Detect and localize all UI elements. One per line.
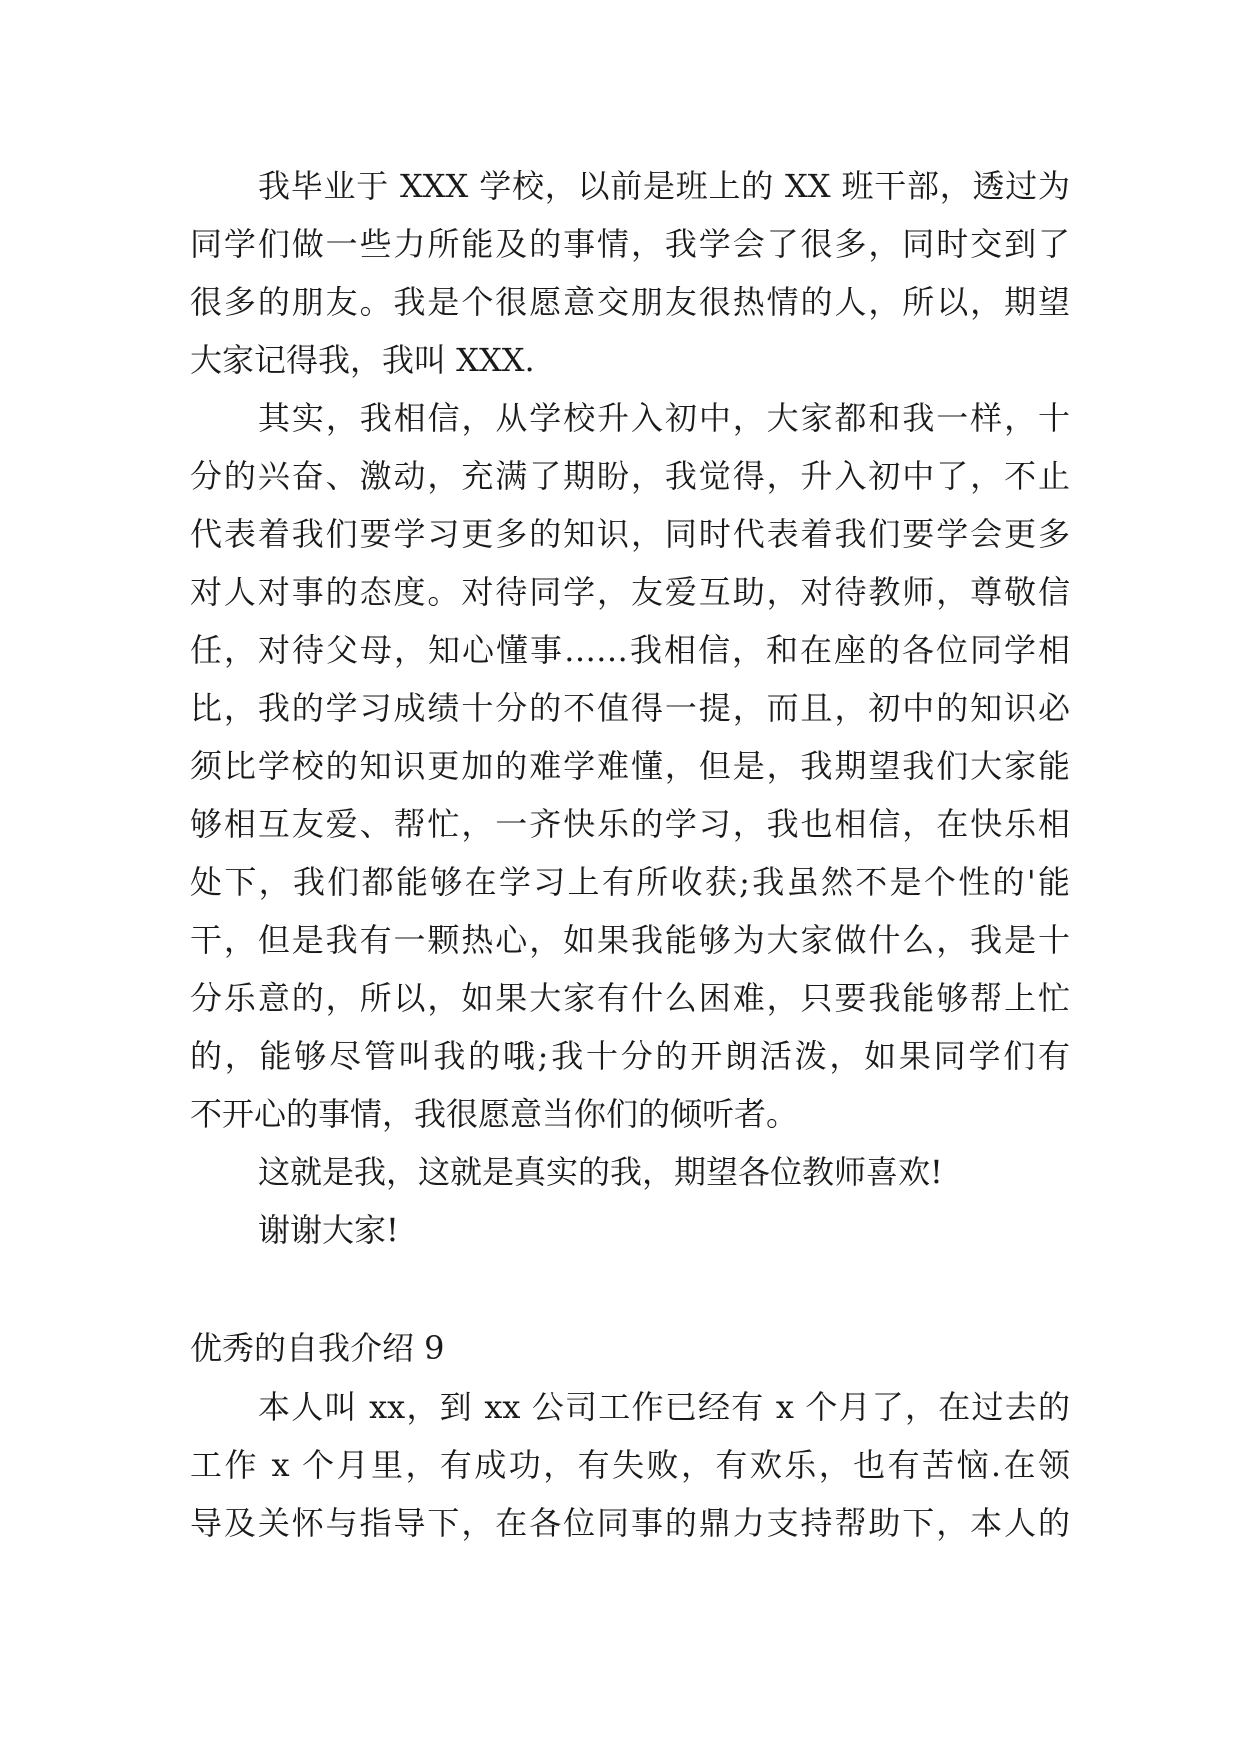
body-text-upper <box>190 157 1070 1259</box>
text-line: 这就是我，这就是真实的我，期望各位教师喜欢! <box>258 1153 943 1191</box>
text-line: 比，我的学习成绩十分的不值得一提，而且，初中的知识必 <box>190 689 1070 727</box>
text-line: 的，能够尽管叫我的哦;我十分的开朗活泼，如果同学们有 <box>190 1037 1070 1075</box>
text-line: 大家记得我，我叫 XXX. <box>190 341 535 379</box>
text-line: 谢谢大家! <box>258 1211 399 1249</box>
text-line: 工作 x 个月里，有成功，有失败，有欢乐，也有苦恼.在领 <box>190 1446 1070 1484</box>
section-heading: 优秀的自我介绍 9 <box>190 1329 445 1367</box>
text-line: 处下，我们都能够在学习上有所收获;我虽然不是个性的'能 <box>190 863 1070 901</box>
text-line: 我毕业于 XXX 学校，以前是班上的 XX 班干部，透过为 <box>258 167 1070 205</box>
body-text-lower <box>190 1378 1070 1552</box>
text-line: 分的兴奋、激动，充满了期盼，我觉得，升入初中了，不止 <box>190 457 1070 495</box>
text-line: 分乐意的，所以，如果大家有什么困难，只要我能够帮上忙 <box>190 979 1070 1017</box>
text-line: 很多的朋友。我是个很愿意交朋友很热情的人，所以，期望 <box>190 283 1070 321</box>
text-line: 对人对事的态度。对待同学，友爱互助，对待教师，尊敬信 <box>190 573 1070 611</box>
text-line: 导及关怀与指导下，在各位同事的鼎力支持帮助下，本人的 <box>190 1504 1070 1542</box>
text-line: 够相互友爱、帮忙，一齐快乐的学习，我也相信，在快乐相 <box>190 805 1070 843</box>
text-line: 干，但是我有一颗热心，如果我能够为大家做什么，我是十 <box>190 921 1070 959</box>
text-line: 其实，我相信，从学校升入初中，大家都和我一样，十 <box>258 399 1070 437</box>
text-line: 本人叫 xx，到 xx 公司工作已经有 x 个月了，在过去的 <box>258 1388 1070 1426</box>
text-line: 不开心的事情，我很愿意当你们的倾听者。 <box>190 1095 799 1133</box>
text-line: 代表着我们要学习更多的知识，同时代表着我们要学会更多 <box>190 515 1070 553</box>
text-line: 同学们做一些力所能及的事情，我学会了很多，同时交到了 <box>190 225 1070 263</box>
text-line: 须比学校的知识更加的难学难懂，但是，我期望我们大家能 <box>190 747 1070 785</box>
text-line: 任，对待父母，知心懂事……我相信，和在座的各位同学相 <box>190 631 1070 669</box>
